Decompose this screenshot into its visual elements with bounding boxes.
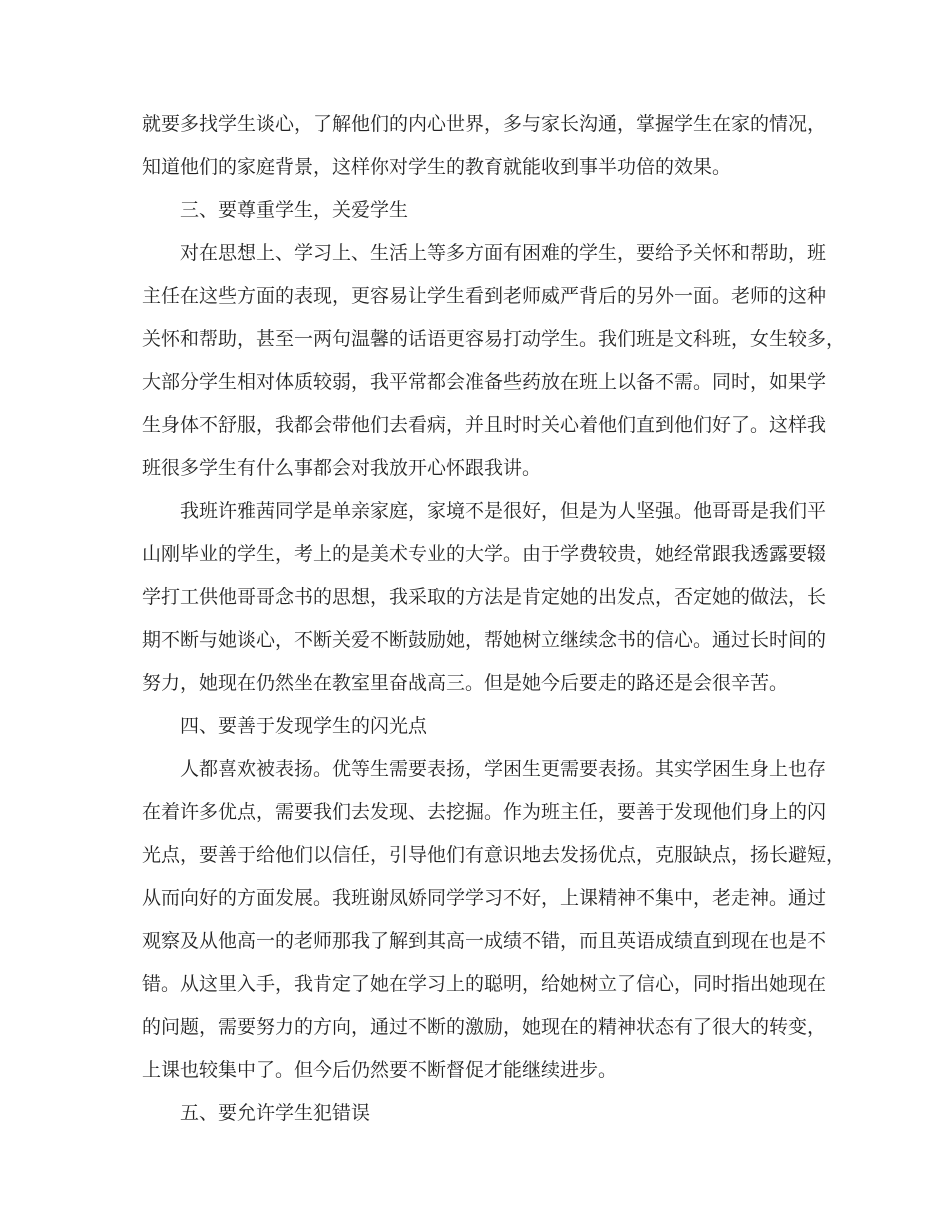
section-heading: 三、要尊重学生，关爱学生 xyxy=(180,199,409,221)
section-heading: 四、要善于发现学生的闪光点 xyxy=(180,715,428,737)
text-line: 上课也较集中了。但今后仍然要不断督促才能继续进步。 xyxy=(142,1059,618,1081)
section-heading: 五、要允许学生犯错误 xyxy=(180,1102,371,1124)
text-line: 就要多找学生谈心，了解他们的内心世界，多与家长沟通，掌握学生在家的情况， xyxy=(142,113,827,135)
text-line: 关怀和帮助，甚至一两句温馨的话语更容易打动学生。我们班是文科班，女生较多， xyxy=(142,328,846,350)
text-line: 光点，要善于给他们以信任，引导他们有意识地去发扬优点，克服缺点，扬长避短， xyxy=(142,844,846,866)
text-line: 努力，她现在仍然坐在教室里奋战高三。但是她今后要走的路还是会很辛苦。 xyxy=(142,672,789,694)
text-line: 学打工供他哥哥念书的思想，我采取的方法是肯定她的出发点，否定她的做法，长 xyxy=(142,586,827,608)
text-line: 对在思想上、学习上、生活上等多方面有困难的学生，要给予关怀和帮助，班 xyxy=(180,242,827,264)
text-line: 错。从这里入手，我肯定了她在学习上的聪明，给她树立了信心，同时指出她现在 xyxy=(142,973,827,995)
text-line: 人都喜欢被表扬。优等生需要表扬，学困生更需要表扬。其实学困生身上也存 xyxy=(180,758,827,780)
text-line: 观察及从他高一的老师那我了解到其高一成绩不错，而且英语成绩直到现在也是不 xyxy=(142,930,827,952)
text-line: 从而向好的方面发展。我班谢凤娇同学学习不好，上课精神不集中，老走神。通过 xyxy=(142,887,827,909)
text-line: 知道他们的家庭背景，这样你对学生的教育就能收到事半功倍的效果。 xyxy=(142,156,732,178)
text-line: 主任在这些方面的表现，更容易让学生看到老师威严背后的另外一面。老师的这种 xyxy=(142,285,827,307)
text-line: 的问题，需要努力的方向，通过不断的激励，她现在的精神状态有了很大的转变， xyxy=(142,1016,827,1038)
text-line: 期不断与她谈心，不断关爱不断鼓励她，帮她树立继续念书的信心。通过长时间的 xyxy=(142,629,827,651)
text-line: 大部分学生相对体质较弱，我平常都会准备些药放在班上以备不需。同时，如果学 xyxy=(142,371,827,393)
text-line: 山刚毕业的学生，考上的是美术专业的大学。由于学费较贵，她经常跟我透露要辍 xyxy=(142,543,827,565)
text-line: 生身体不舒服，我都会带他们去看病，并且时时关心着他们直到他们好了。这样我 xyxy=(142,414,827,436)
text-line: 我班许雅茜同学是单亲家庭，家境不是很好，但是为人坚强。他哥哥是我们平 xyxy=(180,500,827,522)
text-line: 班很多学生有什么事都会对我放开心怀跟我讲。 xyxy=(142,457,542,479)
text-line: 在着许多优点，需要我们去发现、去挖掘。作为班主任，要善于发现他们身上的闪 xyxy=(142,801,827,823)
